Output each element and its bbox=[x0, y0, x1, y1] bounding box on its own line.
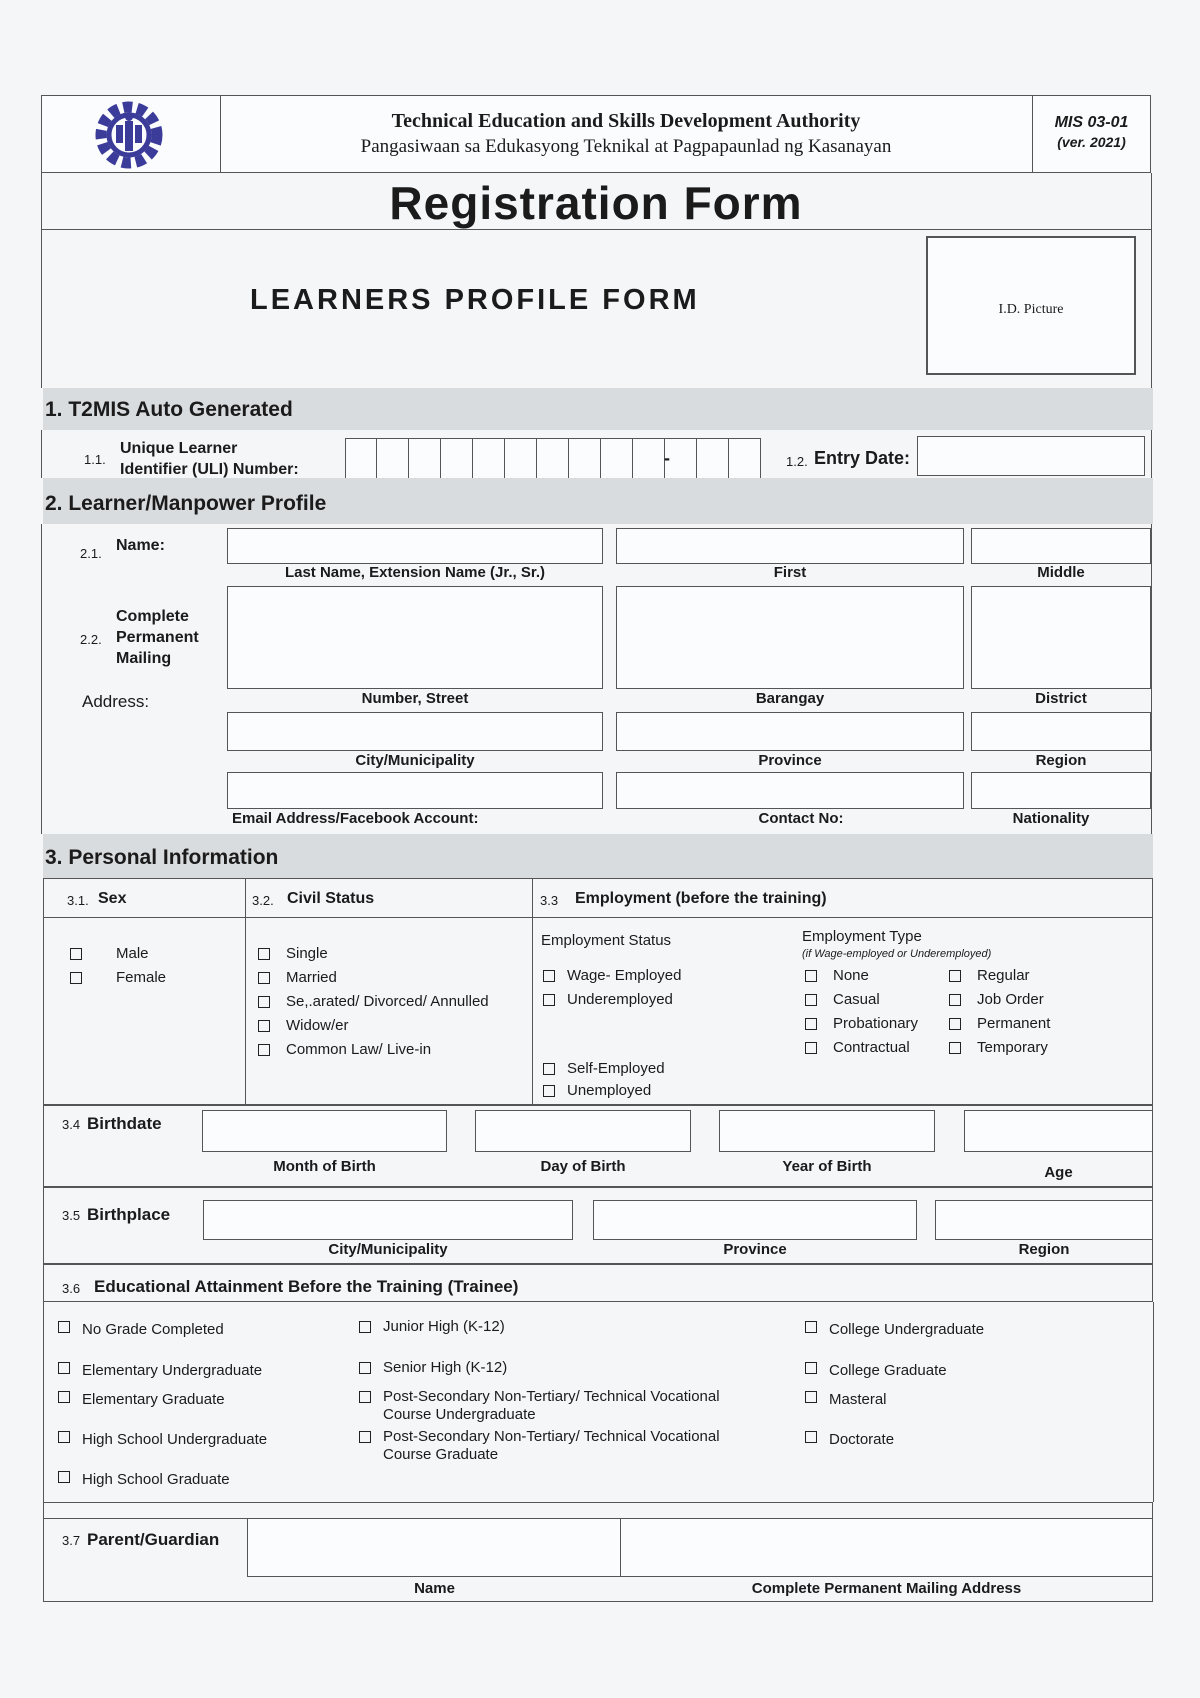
contact-caption: Contact No: bbox=[758, 810, 844, 827]
birthplace-city-caption: City/Municipality bbox=[328, 1241, 448, 1258]
civil-option-widow[interactable] bbox=[258, 1014, 489, 1038]
status-option-wage[interactable] bbox=[543, 964, 682, 988]
underemployed-label: Underemployed bbox=[567, 991, 673, 1008]
section3-title: 3. Personal Information bbox=[45, 846, 279, 869]
civil-number: 3.2. bbox=[252, 893, 274, 908]
casual-label: Casual bbox=[833, 991, 880, 1008]
sex-options bbox=[70, 942, 166, 990]
sex-civil-divider bbox=[245, 878, 246, 1105]
region-caption: Region bbox=[1035, 752, 1087, 769]
type-option-none[interactable] bbox=[805, 964, 918, 988]
contractual-checkbox[interactable] bbox=[805, 1042, 817, 1054]
hs-undergrad-label: High School Undergraduate bbox=[82, 1431, 268, 1448]
edu-no-grade[interactable] bbox=[58, 1318, 298, 1359]
sex-number: 3.1. bbox=[67, 893, 89, 908]
city-input[interactable] bbox=[227, 712, 603, 751]
married-label: Married bbox=[286, 969, 337, 986]
underemployed-checkbox[interactable] bbox=[543, 994, 555, 1006]
elem-grad-checkbox[interactable] bbox=[58, 1391, 70, 1403]
profile-title: LEARNERS PROFILE FORM bbox=[250, 284, 700, 316]
title-right-border bbox=[1151, 173, 1152, 388]
type-option-temporary[interactable] bbox=[949, 1036, 1050, 1060]
nationality-input[interactable] bbox=[971, 772, 1151, 809]
postsec-undergrad-checkbox[interactable] bbox=[359, 1391, 371, 1403]
civil-options bbox=[258, 942, 489, 1062]
separated-checkbox[interactable] bbox=[258, 996, 270, 1008]
barangay-input[interactable] bbox=[616, 586, 964, 689]
birthplace-city-input[interactable] bbox=[203, 1200, 573, 1240]
address-label-4: Address: bbox=[82, 692, 150, 711]
birth-year-caption: Year of Birth bbox=[782, 1158, 872, 1175]
regular-label: Regular bbox=[977, 967, 1030, 984]
civil-option-married[interactable] bbox=[258, 966, 489, 990]
birth-month-input[interactable] bbox=[202, 1110, 447, 1152]
type-option-casual[interactable] bbox=[805, 988, 918, 1012]
status-option-underemployed[interactable] bbox=[543, 988, 682, 1012]
header-divider-left bbox=[220, 95, 221, 173]
no-grade-label: No Grade Completed bbox=[82, 1321, 224, 1338]
no-grade-checkbox[interactable] bbox=[58, 1321, 70, 1333]
birthplace-province-input[interactable] bbox=[593, 1200, 917, 1240]
last-name-caption: Last Name, Extension Name (Jr., Sr.) bbox=[284, 564, 546, 581]
address-label-3: Mailing bbox=[116, 650, 172, 667]
education-col1 bbox=[58, 1318, 298, 1498]
college-grad-label: College Graduate bbox=[829, 1362, 947, 1379]
single-checkbox[interactable] bbox=[258, 948, 270, 960]
sex-option-female[interactable] bbox=[70, 966, 166, 990]
married-checkbox[interactable] bbox=[258, 972, 270, 984]
none-label: None bbox=[833, 967, 869, 984]
barangay-caption: Barangay bbox=[755, 690, 825, 707]
masteral-checkbox[interactable] bbox=[805, 1391, 817, 1403]
wage-employed-checkbox[interactable] bbox=[543, 970, 555, 982]
elem-undergrad-label: Elementary Undergraduate bbox=[82, 1362, 263, 1379]
street-input[interactable] bbox=[227, 586, 603, 689]
male-checkbox[interactable] bbox=[70, 948, 82, 960]
section2-right-border bbox=[1151, 524, 1152, 834]
type-option-contractual[interactable] bbox=[805, 1036, 918, 1060]
last-name-input[interactable] bbox=[227, 528, 603, 564]
contact-input[interactable] bbox=[616, 772, 964, 809]
province-input[interactable] bbox=[616, 712, 964, 751]
guardian-name-caption: Name bbox=[414, 1580, 455, 1597]
form-version: (ver. 2021) bbox=[1057, 134, 1126, 150]
self-employed-label: Self-Employed bbox=[567, 1060, 665, 1077]
none-checkbox[interactable] bbox=[805, 970, 817, 982]
common-law-label: Common Law/ Live-in bbox=[286, 1041, 432, 1058]
unemployed-label: Unemployed bbox=[567, 1082, 652, 1099]
male-label: Male bbox=[116, 945, 149, 962]
college-grad-checkbox[interactable] bbox=[805, 1362, 817, 1374]
birthplace-region-caption: Region bbox=[1018, 1241, 1070, 1258]
sex-option-male[interactable] bbox=[70, 942, 166, 966]
junior-high-checkbox[interactable] bbox=[359, 1321, 371, 1333]
age-input[interactable] bbox=[964, 1110, 1153, 1152]
email-input[interactable] bbox=[227, 772, 603, 809]
employment-type-col2 bbox=[949, 964, 1050, 1060]
sex-label: Sex bbox=[98, 890, 127, 907]
elem-grad-label: Elementary Graduate bbox=[82, 1391, 225, 1408]
temporary-checkbox[interactable] bbox=[949, 1042, 961, 1054]
education-left-border bbox=[43, 1302, 44, 1502]
education-label: Educational Attainment Before the Training (Trainee) bbox=[94, 1277, 519, 1296]
edu-college-undergrad[interactable] bbox=[805, 1318, 1125, 1359]
birth-day-input[interactable] bbox=[475, 1110, 691, 1152]
edu-hs-undergrad[interactable] bbox=[58, 1428, 298, 1468]
uli-input[interactable] bbox=[345, 438, 761, 480]
hs-undergrad-checkbox[interactable] bbox=[58, 1431, 70, 1443]
employment-type-note: (if Wage-employed or Underemployed) bbox=[802, 948, 992, 960]
type-option-permanent[interactable] bbox=[949, 1012, 1050, 1036]
first-name-caption: First bbox=[773, 564, 807, 581]
senior-high-label: Senior High (K-12) bbox=[383, 1359, 508, 1376]
name-label: Name: bbox=[116, 537, 165, 554]
header-box bbox=[41, 95, 1151, 173]
age-caption: Age bbox=[1044, 1164, 1073, 1181]
middle-name-input[interactable] bbox=[971, 528, 1151, 564]
separated-label: Se,.arated/ Divorced/ Annulled bbox=[286, 993, 489, 1010]
edu-senior-high[interactable] bbox=[359, 1359, 769, 1388]
elem-undergrad-checkbox[interactable] bbox=[58, 1362, 70, 1374]
masteral-label: Masteral bbox=[829, 1391, 887, 1408]
status-option-self[interactable] bbox=[543, 1058, 665, 1080]
common-law-checkbox[interactable] bbox=[258, 1044, 270, 1056]
region-input[interactable] bbox=[971, 712, 1151, 751]
widow-checkbox[interactable] bbox=[258, 1020, 270, 1032]
birthdate-label: Birthdate bbox=[87, 1114, 162, 1133]
guardian-address-input[interactable] bbox=[620, 1518, 1153, 1577]
first-name-input[interactable] bbox=[616, 528, 964, 564]
middle-name-caption: Middle bbox=[1037, 564, 1085, 581]
email-caption: Email Address/Facebook Account: bbox=[232, 810, 479, 827]
senior-high-checkbox[interactable] bbox=[359, 1362, 371, 1374]
edu-college-grad[interactable] bbox=[805, 1359, 1125, 1388]
district-caption: District bbox=[1035, 690, 1087, 707]
civil-option-separated[interactable] bbox=[258, 990, 489, 1014]
wage-employed-label: Wage- Employed bbox=[567, 967, 682, 984]
nationality-caption: Nationality bbox=[1012, 810, 1090, 827]
birthplace-region-input[interactable] bbox=[935, 1200, 1153, 1240]
uli-dash: - bbox=[664, 448, 670, 468]
section1-title: 1. T2MIS Auto Generated bbox=[45, 398, 293, 421]
education-number: 3.6 bbox=[62, 1281, 81, 1296]
id-picture-label: I.D. Picture bbox=[998, 302, 1064, 317]
edu-masteral[interactable] bbox=[805, 1388, 1125, 1428]
birth-day-caption: Day of Birth bbox=[540, 1158, 626, 1175]
employment-number: 3.3 bbox=[540, 893, 559, 908]
single-label: Single bbox=[286, 945, 328, 962]
section1-right-border bbox=[1151, 430, 1152, 478]
address-number: 2.2. bbox=[80, 632, 102, 647]
entry-date-label: Entry Date: bbox=[814, 448, 911, 468]
female-checkbox[interactable] bbox=[70, 972, 82, 984]
address-label-1: Complete bbox=[116, 608, 189, 625]
postsec-grad-checkbox[interactable] bbox=[359, 1431, 371, 1443]
employment-status-label: Employment Status bbox=[541, 932, 672, 949]
address-label-2: Permanent bbox=[116, 629, 199, 646]
civil-option-common-law[interactable] bbox=[258, 1038, 489, 1062]
edu-postsec-grad[interactable] bbox=[359, 1428, 769, 1468]
employment-status-options bbox=[543, 964, 682, 1012]
unemployed-checkbox[interactable] bbox=[543, 1085, 555, 1097]
status-option-unemployed[interactable] bbox=[543, 1080, 665, 1102]
hs-grad-label: High School Graduate bbox=[82, 1471, 230, 1488]
entry-date-number: 1.2. bbox=[786, 454, 808, 469]
section2-title: 2. Learner/Manpower Profile bbox=[45, 492, 327, 515]
edu-hs-grad[interactable] bbox=[58, 1468, 298, 1498]
college-undergrad-checkbox[interactable] bbox=[805, 1321, 817, 1333]
permanent-checkbox[interactable] bbox=[949, 1018, 961, 1030]
education-right-border bbox=[1153, 1302, 1154, 1502]
female-label: Female bbox=[116, 969, 167, 986]
birthplace-province-caption: Province bbox=[723, 1241, 787, 1258]
type-option-regular[interactable] bbox=[949, 964, 1050, 988]
regular-checkbox[interactable] bbox=[949, 970, 961, 982]
guardian-address-caption: Complete Permanent Mailing Address bbox=[751, 1580, 1022, 1597]
city-caption: City/Municipality bbox=[355, 752, 475, 769]
entry-date-input[interactable] bbox=[917, 436, 1145, 476]
birthplace-number: 3.5 bbox=[62, 1208, 81, 1223]
casual-checkbox[interactable] bbox=[805, 994, 817, 1006]
type-option-job-order[interactable] bbox=[949, 988, 1050, 1012]
widow-label: Widow/er bbox=[286, 1017, 349, 1034]
probationary-checkbox[interactable] bbox=[805, 1018, 817, 1030]
contractual-label: Contractual bbox=[833, 1039, 910, 1056]
personal-info-header-divider bbox=[43, 917, 1153, 918]
employment-type-col1 bbox=[805, 964, 918, 1060]
employment-type-label: Employment Type bbox=[802, 928, 922, 945]
doctorate-checkbox[interactable] bbox=[805, 1431, 817, 1443]
form-code: MIS 03-01 bbox=[1054, 114, 1129, 131]
street-caption: Number, Street bbox=[361, 690, 469, 707]
temporary-label: Temporary bbox=[977, 1039, 1048, 1056]
agency-name-filipino: Pangasiwaan sa Edukasyong Teknikal at Pagpapaunlad ng Kasanayan bbox=[360, 136, 892, 157]
college-undergrad-label: College Undergraduate bbox=[829, 1321, 985, 1338]
district-input[interactable] bbox=[971, 586, 1151, 689]
tesda-logo-icon bbox=[86, 97, 172, 173]
junior-high-label: Junior High (K-12) bbox=[383, 1318, 505, 1335]
birthplace-label: Birthplace bbox=[87, 1205, 171, 1224]
birthdate-number: 3.4 bbox=[62, 1117, 81, 1132]
uli-label-1: Unique Learner bbox=[120, 440, 238, 457]
birth-year-input[interactable] bbox=[719, 1110, 935, 1152]
name-number: 2.1. bbox=[80, 546, 102, 561]
guardian-name-input[interactable] bbox=[247, 1518, 622, 1577]
agency-name: Technical Education and Skills Development Authority bbox=[391, 110, 861, 132]
edu-doctorate[interactable] bbox=[805, 1428, 1125, 1468]
edu-elem-grad[interactable] bbox=[58, 1388, 298, 1428]
doctorate-label: Doctorate bbox=[829, 1431, 895, 1448]
self-employed-checkbox[interactable] bbox=[543, 1063, 555, 1075]
edu-elem-undergrad[interactable] bbox=[58, 1359, 298, 1388]
section1-left-border bbox=[41, 430, 42, 478]
education-col3 bbox=[805, 1318, 1125, 1468]
probationary-label: Probationary bbox=[833, 1015, 919, 1032]
uli-label-2: Identifier (ULI) Number: bbox=[120, 461, 299, 478]
employment-label: Employment (before the training) bbox=[575, 890, 827, 907]
guardian-number: 3.7 bbox=[62, 1533, 81, 1548]
education-col2 bbox=[359, 1318, 769, 1468]
civil-label: Civil Status bbox=[287, 890, 375, 907]
employment-status-options-2 bbox=[543, 1058, 665, 1102]
type-option-probationary[interactable] bbox=[805, 1012, 918, 1036]
civil-option-single[interactable] bbox=[258, 942, 489, 966]
job-order-label: Job Order bbox=[977, 991, 1044, 1008]
uli-number: 1.1. bbox=[84, 452, 106, 467]
hs-grad-checkbox[interactable] bbox=[58, 1471, 70, 1483]
section2-left-border bbox=[41, 524, 42, 834]
form-title: Registration Form bbox=[389, 177, 803, 229]
guardian-label: Parent/Guardian bbox=[87, 1530, 220, 1549]
postsec-grad-label: Post-Secondary Non-Tertiary/ Technical Vocational Course Graduate bbox=[383, 1428, 720, 1463]
edu-junior-high[interactable] bbox=[359, 1318, 769, 1359]
civil-employment-divider bbox=[532, 878, 533, 1105]
edu-postsec-undergrad[interactable] bbox=[359, 1388, 769, 1428]
permanent-label: Permanent bbox=[977, 1015, 1051, 1032]
province-caption: Province bbox=[758, 752, 822, 769]
birth-month-caption: Month of Birth bbox=[273, 1158, 376, 1175]
job-order-checkbox[interactable] bbox=[949, 994, 961, 1006]
postsec-undergrad-label: Post-Secondary Non-Tertiary/ Technical Vocational Course Undergraduate bbox=[383, 1388, 720, 1423]
